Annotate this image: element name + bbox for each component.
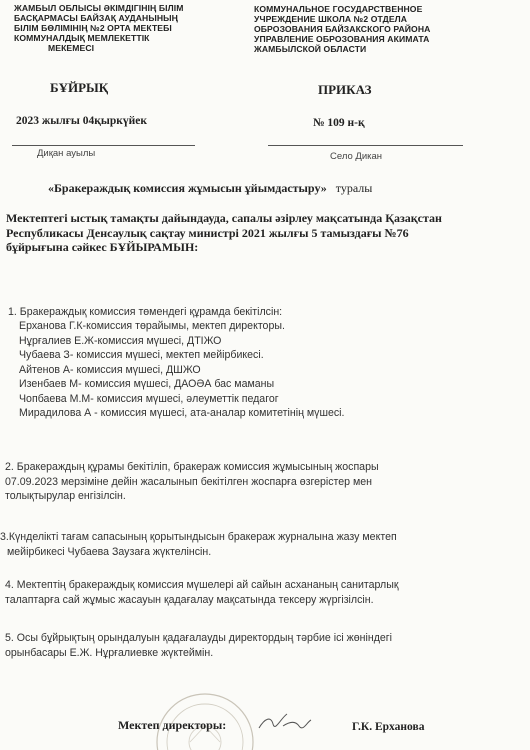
- header-kz-line: КОММУНАЛДЫҚ МЕМЛЕКЕТТІК: [14, 33, 150, 43]
- place-kz: Диқан ауылы: [37, 148, 96, 159]
- preamble-line: Республикасы Денсаулық сақтау министрі 2021 жылғы 5 тамыздағы №76: [6, 225, 409, 240]
- item-5: [5, 631, 392, 660]
- item-4-line: талаптарға сай жұмыс жасауын қадағалау мақсатында тексеру жүргізілсін.: [5, 593, 374, 606]
- list-item: Ерханова Г.К-комиссия төрайымы, мектеп директоры.: [19, 320, 285, 332]
- subject-quote: «Бракераждық комиссия жұмысын ұйымдастыру»: [48, 181, 327, 195]
- date-underline: [12, 145, 195, 146]
- signature-label: Мектеп директоры:: [118, 718, 227, 732]
- item-3: [0, 530, 397, 559]
- preamble-line: Мектептегі ыстық тамақты дайындауда, сапалы әзірлеу мақсатында Қазақстан: [6, 211, 442, 225]
- item-3-line: мейірбикесі Чубаева Заузаға жүктелінсін.: [7, 545, 212, 558]
- header-kz-line: БІЛІМ БӨЛІМІНІҢ №2 ОРТА МЕКТЕБІ: [14, 23, 172, 33]
- item-2-line: 2. Бракераждың құрамы бекітіліп, бракераж комиссия жұмысының жоспары: [5, 461, 379, 473]
- signature-name: Г.К. Ерханова: [352, 721, 425, 733]
- list-item: Чопбаева М.М- комиссия мүшесі, әлеуметтік педагог: [19, 392, 279, 405]
- item-5-line: 5. Осы бұйрықтың орындалуын қадағалауды директордың тәрбие ісі жөніндегі: [5, 632, 392, 644]
- order-title-kz: БҰЙРЫҚ: [50, 80, 109, 95]
- list-item: Айтенов А- комиссия мүшесі, ДШЖО: [19, 363, 201, 376]
- item-2: [5, 460, 379, 504]
- header-ru-line: УПРАВЛЕНИЕ ОБРОЗОВАНИЯ АКИМАТА: [254, 34, 430, 44]
- preamble: [6, 211, 442, 255]
- subject-tail: туралы: [335, 181, 373, 195]
- header-kz-line: БАСҚАРМАСЫ БАЙЗАҚ АУДАНЫНЫҢ: [14, 13, 178, 23]
- header-kz: [14, 3, 183, 53]
- item-4: [5, 578, 398, 607]
- list-item: Изенбаев М- комиссия мүшесі, ДАОӘА бас маманы: [19, 378, 275, 390]
- order-number: № 109 н-қ: [313, 117, 365, 129]
- header-kz-line: ЖАМБЫЛ ОБЛЫСЫ ӘКІМДІГІНІҢ БІЛІМ: [14, 3, 184, 13]
- header-ru: [254, 4, 430, 54]
- member-list: [19, 319, 344, 421]
- list-item: Мирадилова А - комиссия мүшесі, ата-аналар комитетінің мүшесі.: [19, 407, 345, 419]
- header-ru-line: КОММУНАЛЬНОЕ ГОСУДАРСТВЕННОЕ: [254, 4, 423, 14]
- header-kz-line: МЕКЕМЕСІ: [48, 43, 95, 53]
- header-ru-line: ОБРОЗОВАНИЯ БАЙЗАКСКОГО РАЙОНА: [254, 24, 431, 34]
- place-ru: Село Дикан: [330, 151, 383, 162]
- order-title-ru: ПРИКАЗ: [318, 82, 372, 97]
- item-4-line: 4. Мектептің бракераждық комиссия мүшелері ай сайын асхананың санитарлық: [5, 579, 399, 591]
- header-ru-line: УЧРЕЖДЕНИЕ ШКОЛА №2 ОТДЕЛА: [254, 14, 408, 24]
- header-ru-line: ЖАМБЫЛСКОЙ ОБЛАСТИ: [254, 44, 367, 54]
- preamble-line: бұйрығына сәйкес БҰЙЫРАМЫН:: [6, 240, 199, 254]
- order-date: 2023 жылғы 04қыркүйек: [16, 115, 147, 127]
- item-5-line: орынбасары Е.Ж. Нұрғалиевке жүктеймін.: [5, 646, 214, 659]
- list-item: Чубаева З- комиссия мүшесі, мектеп мейірбикесі.: [19, 349, 264, 361]
- item-1-title: 1. Бракераждық комиссия төмендегі құрамда бекітілсін:: [8, 306, 283, 318]
- number-underline: [268, 145, 463, 146]
- item-2-line: 07.09.2023 мерзіміне дейін жасалынып бекітілген жоспарға өзгерістер мен: [5, 475, 373, 488]
- item-3-line: 3.Күнделікті тағам сапасының қорытындысын бракераж журналына жазу мектеп: [0, 531, 397, 543]
- order-subject: [48, 181, 372, 196]
- signature-scribble: [255, 708, 315, 738]
- seal-stamp: [150, 680, 260, 750]
- item-2-line: толықтырулар енгізілсін.: [5, 490, 126, 502]
- list-item: Нұрғалиев Е.Ж-комиссия мүшесі, ДТІЖО: [19, 334, 222, 347]
